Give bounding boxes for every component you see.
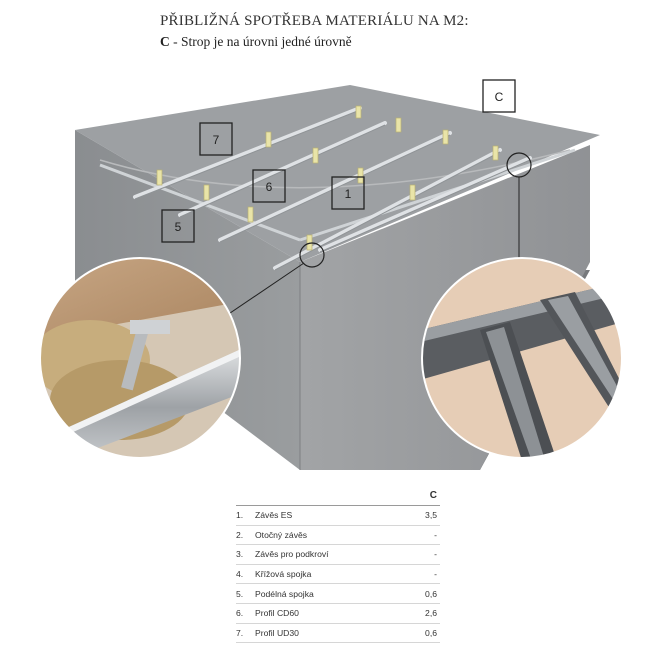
table-column-header: C (236, 487, 440, 506)
row-number: 5. (236, 588, 244, 599)
callout-c-label: C (494, 90, 504, 104)
subtitle-letter: C (160, 34, 170, 49)
row-value: - (434, 549, 437, 560)
callout-c (483, 80, 515, 112)
callout-1-label: 1 (344, 187, 352, 201)
row-name: Křížová spojka (255, 569, 312, 580)
row-name: Podélná spojka (255, 588, 314, 599)
row-value: 3,5 (425, 510, 437, 521)
row-number: 6. (236, 608, 244, 619)
table-row (236, 604, 440, 624)
page-title: PŘIBLIŽNÁ SPOTŘEBA MATERIÁLU NA M2: (160, 13, 469, 29)
material-table (236, 487, 440, 643)
row-value: - (434, 529, 437, 540)
table-row (236, 506, 440, 526)
callout-5-label: 5 (174, 220, 182, 234)
row-number: 1. (236, 510, 244, 521)
row-name: Závěs ES (255, 510, 293, 521)
ceiling-illustration (0, 60, 665, 480)
row-name: Profil CD60 (255, 608, 299, 619)
row-number: 4. (236, 569, 244, 580)
table-row (236, 526, 440, 546)
row-name: Závěs pro podkroví (255, 549, 329, 560)
row-value: - (434, 569, 437, 580)
callout-7-label: 7 (212, 133, 220, 147)
table-row (236, 624, 440, 644)
table-row (236, 545, 440, 565)
subtitle-text: - Strop je na úrovni jedné úrovně (169, 34, 352, 49)
table-row (236, 565, 440, 585)
row-value: 0,6 (425, 588, 437, 599)
row-name: Profil UD30 (255, 627, 299, 638)
page-subtitle (160, 34, 352, 50)
table-row (236, 584, 440, 604)
row-name: Otočný závěs (255, 529, 308, 540)
row-number: 3. (236, 549, 244, 560)
callout-6-label: 6 (265, 180, 273, 194)
row-value: 2,6 (425, 608, 437, 619)
row-number: 2. (236, 529, 244, 540)
row-number: 7. (236, 627, 244, 638)
row-value: 0,6 (425, 627, 437, 638)
